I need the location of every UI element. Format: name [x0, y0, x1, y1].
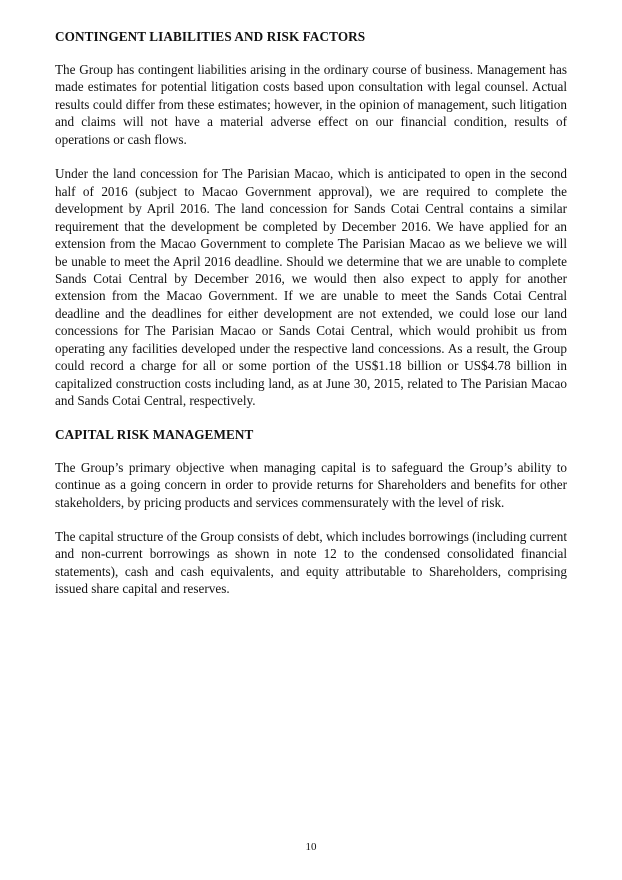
page-number: 10	[305, 841, 317, 853]
section-heading-contingent-liabilities: CONTINGENT LIABILITIES AND RISK FACTORS	[55, 29, 366, 44]
section-heading-capital-risk-management: CAPITAL RISK MANAGEMENT	[55, 426, 254, 442]
paragraph-capital-objective: The Group’s primary objective when managing capital is to safeguard the Group’s ability to continue as a going concern in order to provide returns for Shareholders and benefits for other stakeholders, by pricing products and services commensurately with the level of risk.	[55, 459, 567, 510]
paragraph-land-concession: Under the land concession for The Parisian Macao, which is anticipated to open in the second half of 2016 (subject to Macao Government approval), we are required to complete the development by April 2016. The land concession for Sands Cotai Central contains a similar requirement that the development be completed by December 2016. We have applied for an extension from the Macao Government to complete The Parisian Macao as we believe we will be unable to meet the April 2016 deadline. Should we determine that we are unable to complete Sands Cotai Central by December 2016, we would then also expect to apply for another extension from the Macao Government. If we are unable to meet the Sands Cotai Central deadline and the deadlines for either development are not extended, we could lose our land concessions for The Parisian Macao or Sands Cotai Central, which would prohibit us from operating any facilities developed under the respective land concessions. As a result, the Group could record a charge for all or some portion of the US$1.18 billion or US$4.78 billion in capitalized construction costs including land, as at June 30, 2015, related to The Parisian Macao and Sands Cotai Central, respectively.	[55, 166, 567, 409]
paragraph-capital-structure: The capital structure of the Group consists of debt, which includes borrowings (including current and non-current borrowings as shown in note 12 to the condensed consolidated financial statements), cash and cash equivalents, and equity attributable to Shareholders, comprising issued share capital and reserves.	[55, 528, 567, 597]
document-page	[55, 28, 567, 615]
paragraph-contingent-liabilities: The Group has contingent liabilities arising in the ordinary course of business. Management has made estimates for potential litigation costs based upon consultation with legal counsel. Actual results could differ from these estimates; however, in the opinion of management, such litigation and claims will not have a material adverse effect on our financial condition, results of operations or cash flows.	[55, 62, 567, 147]
